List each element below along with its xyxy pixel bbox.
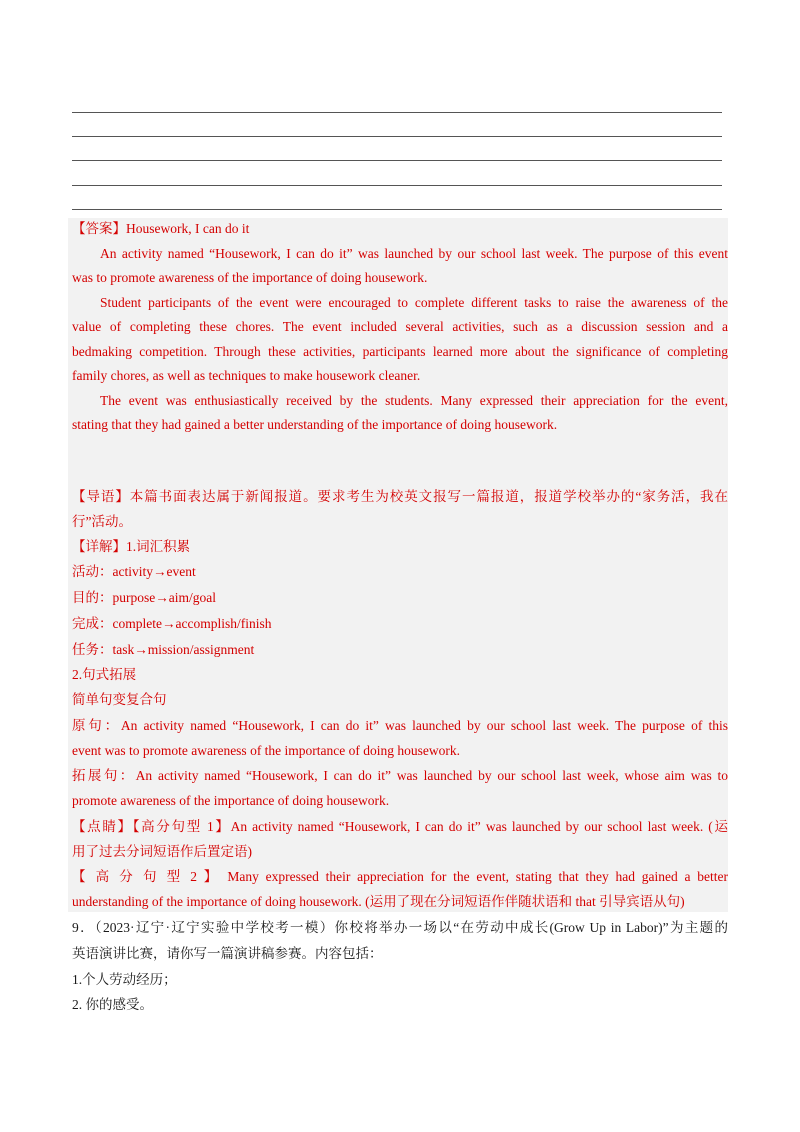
original-sentence-line1: 原句：An activity named “Housework, I can do it” was launched by our school last week. The purpose of this (72, 718, 728, 733)
writing-line (72, 185, 722, 186)
answer-p1-line2: was to promote awareness of the importance of doing housework. (72, 270, 428, 285)
extended-sentence-line2: promote awareness of the importance of doing housework. (72, 793, 390, 808)
answer-title-line (72, 220, 728, 238)
highlight-2-line2: understanding of the importance of doing housework. (运用了现在分词短语作伴随状语和 that 引导宾语从句) (72, 894, 685, 909)
answer-p1-line1: An activity named “Housework, I can do it” was launched by our school last week. The purpose of this event (100, 246, 728, 261)
answer-label: 【答案】 (72, 221, 126, 236)
vocab-item: 任务：task→mission/assignment (72, 642, 255, 657)
answer-p2-line1: Student participants of the event were encouraged to complete different tasks to raise the awareness of the (100, 295, 728, 310)
writing-line (72, 112, 722, 113)
sentence-subheading: 简单句变复合句 (72, 692, 167, 707)
highlight-1-line1: 【点睛】【高分句型 1】An activity named “Housework, I can do it” was launched by our school last week. (运 (72, 819, 728, 834)
vocab-item: 目的：purpose→aim/goal (72, 590, 216, 605)
answer-p2-line3: bedmaking competition. Through these activities, participants learned more about the significance of completing (72, 344, 728, 359)
question-9-line2: 英语演讲比赛，请你写一篇演讲稿参赛。内容包括： (72, 946, 383, 961)
vocab-item: 活动：activity→event (72, 564, 196, 579)
vocab-item: 完成：complete→accomplish/finish (72, 616, 272, 631)
question-9-item: 1.个人劳动经历； (72, 972, 177, 987)
answer-p2-line4: family chores, as well as techniques to make housework cleaner. (72, 368, 421, 383)
highlight-1-line2: 用了过去分词短语作后置定语) (72, 844, 252, 859)
question-9-item: 2. 你的感受。 (72, 997, 153, 1012)
detail-heading: 【详解】1.词汇积累 (72, 539, 191, 554)
guide-line2: 行”活动。 (72, 514, 132, 529)
writing-line (72, 209, 722, 210)
highlight-2-line1: 【 高 分 句 型 2 】 Many expressed their appreciation for the event, stating that they had gained a better (72, 869, 728, 884)
answer-p3-line2: stating that they had gained a better understanding of the importance of doing housework. (72, 417, 558, 432)
answer-p2-line2: value of completing these chores. The event included several activities, such as a discussion session and a (72, 319, 728, 334)
answer-title: Housework, I can do it (126, 221, 250, 236)
sentence-heading: 2.句式拓展 (72, 667, 137, 682)
original-sentence-line2: event was to promote awareness of the importance of doing housework. (72, 743, 461, 758)
answer-p3-line1: The event was enthusiastically received by the students. Many expressed their appreciation for the event, (100, 393, 728, 408)
question-9-line1: 9．（2023·辽宁·辽宁实验中学校考一模）你校将举办一场以“在劳动中成长(Grow Up in Labor)”为主题的 (72, 920, 728, 935)
guide-line1: 【导语】本篇书面表达属于新闻报道。要求考生为校英文报写一篇报道，报道学校举办的“家务活，我在 (72, 489, 728, 504)
writing-line (72, 136, 722, 137)
writing-line (72, 160, 722, 161)
extended-sentence-line1: 拓展句：An activity named “Housework, I can do it” was launched by our school last week, whose aim was to (72, 768, 728, 783)
